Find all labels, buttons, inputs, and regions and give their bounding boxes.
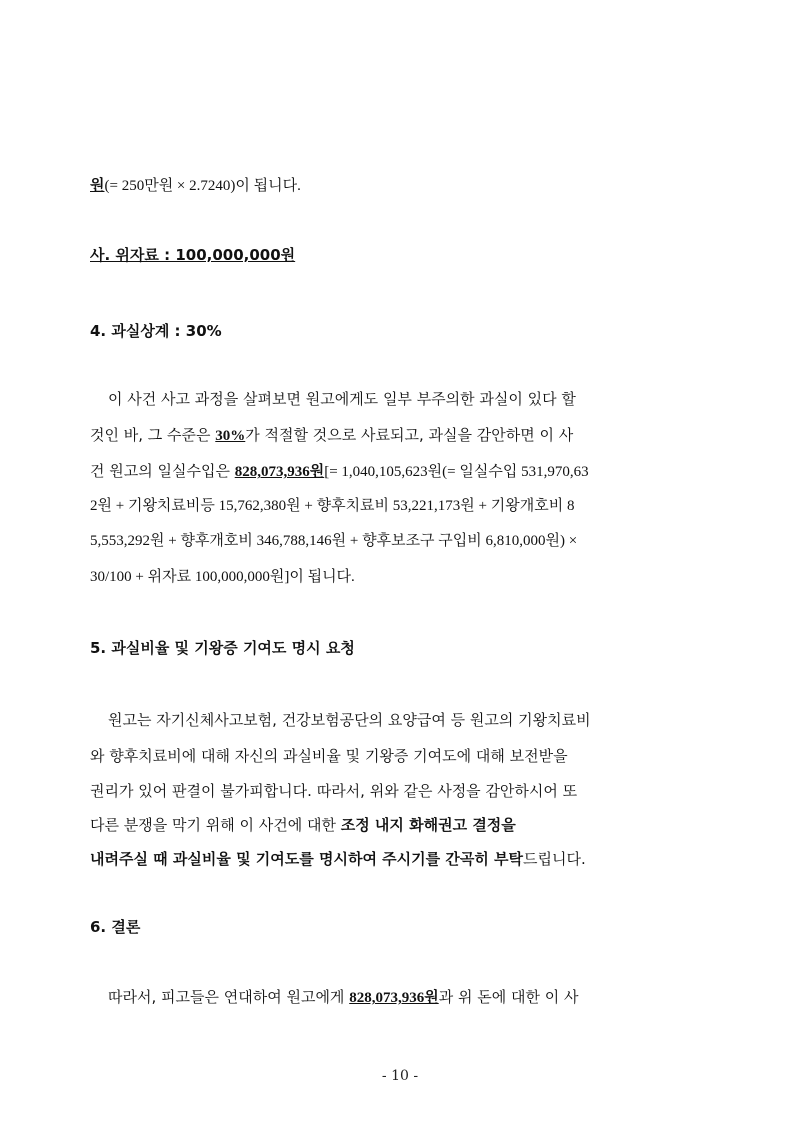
final-amount: 828,073,936원 xyxy=(349,990,439,1006)
page-number: - 10 - xyxy=(381,1068,419,1084)
s4-line-4: 2원 + 기왕치료비등 15,762,380원 + 향후치료비 53,221,173원 + 기왕개호비 8 xyxy=(90,498,575,514)
s6-line-1-c: 과 위 돈에 대한 이 사 xyxy=(438,988,579,1006)
thirty-percent: 30% xyxy=(215,428,246,444)
s5-line-5 xyxy=(90,848,586,870)
s4-line-1: 이 사건 사고 과정을 살펴보면 원고에게도 일부 부주의한 과실이 있다 할 xyxy=(108,390,576,408)
s4-line-3-c: [= 1,040,105,623원(= 일실수입 531,970,63 xyxy=(324,464,589,480)
s4-line-3 xyxy=(90,460,589,483)
won-bold: 원 xyxy=(90,176,105,194)
s5-line-4-a: 다른 분쟁을 막기 위해 이 사건에 대한 xyxy=(90,816,341,834)
s5-line-2: 와 향후치료비에 대해 자신의 과실비율 및 기왕증 기여도에 대해 보전받을 xyxy=(90,747,568,765)
s5-line-4 xyxy=(90,814,516,836)
s4-line-3-a: 건 원고의 일실수입은 xyxy=(90,462,235,480)
line-top-rest: (= 250만원 × 2.7240)이 됩니다. xyxy=(104,178,301,194)
s4-line-5: 5,553,292원 + 향후개호비 346,788,146원 + 향후보조구 구입비 6,810,000원) × xyxy=(90,533,578,549)
section-sa-title: 사. 위자료 : 100,000,000원 xyxy=(90,246,296,264)
s4-line-2-a: 것인 바, 그 수준은 xyxy=(90,426,216,444)
s5-request-bold-2: 내려주실 때 과실비율 및 기여도를 명시하여 주시기를 간곡히 부탁 xyxy=(90,850,524,868)
section-4-title: 4. 과실상계 : 30% xyxy=(90,322,222,340)
s4-line-2 xyxy=(90,424,573,447)
line-top xyxy=(90,174,301,197)
s4-line-6: 30/100 + 위자료 100,000,000원]이 됩니다. xyxy=(90,569,355,585)
s4-line-2-c: 가 적절할 것으로 사료되고, 과실을 감안하면 이 사 xyxy=(245,426,574,444)
section-5-title: 5. 과실비율 및 기왕증 기여도 명시 요청 xyxy=(90,639,355,657)
s5-line-5-b: 드립니다. xyxy=(523,850,586,868)
s5-line-3: 권리가 있어 판결이 불가피합니다. 따라서, 위와 같은 사정을 감안하시어 또 xyxy=(90,782,578,800)
lost-income-amount: 828,073,936원 xyxy=(234,464,325,480)
s5-line-1: 원고는 자기신체사고보험, 건강보험공단의 요양급여 등 원고의 기왕치료비 xyxy=(108,711,591,729)
s6-line-1-a: 따라서, 피고들은 연대하여 원고에게 xyxy=(108,988,350,1006)
section-6-title: 6. 결론 xyxy=(90,918,141,936)
s6-line-1 xyxy=(108,986,578,1009)
s5-request-bold-1: 조정 내지 화해권고 결정을 xyxy=(340,816,516,834)
